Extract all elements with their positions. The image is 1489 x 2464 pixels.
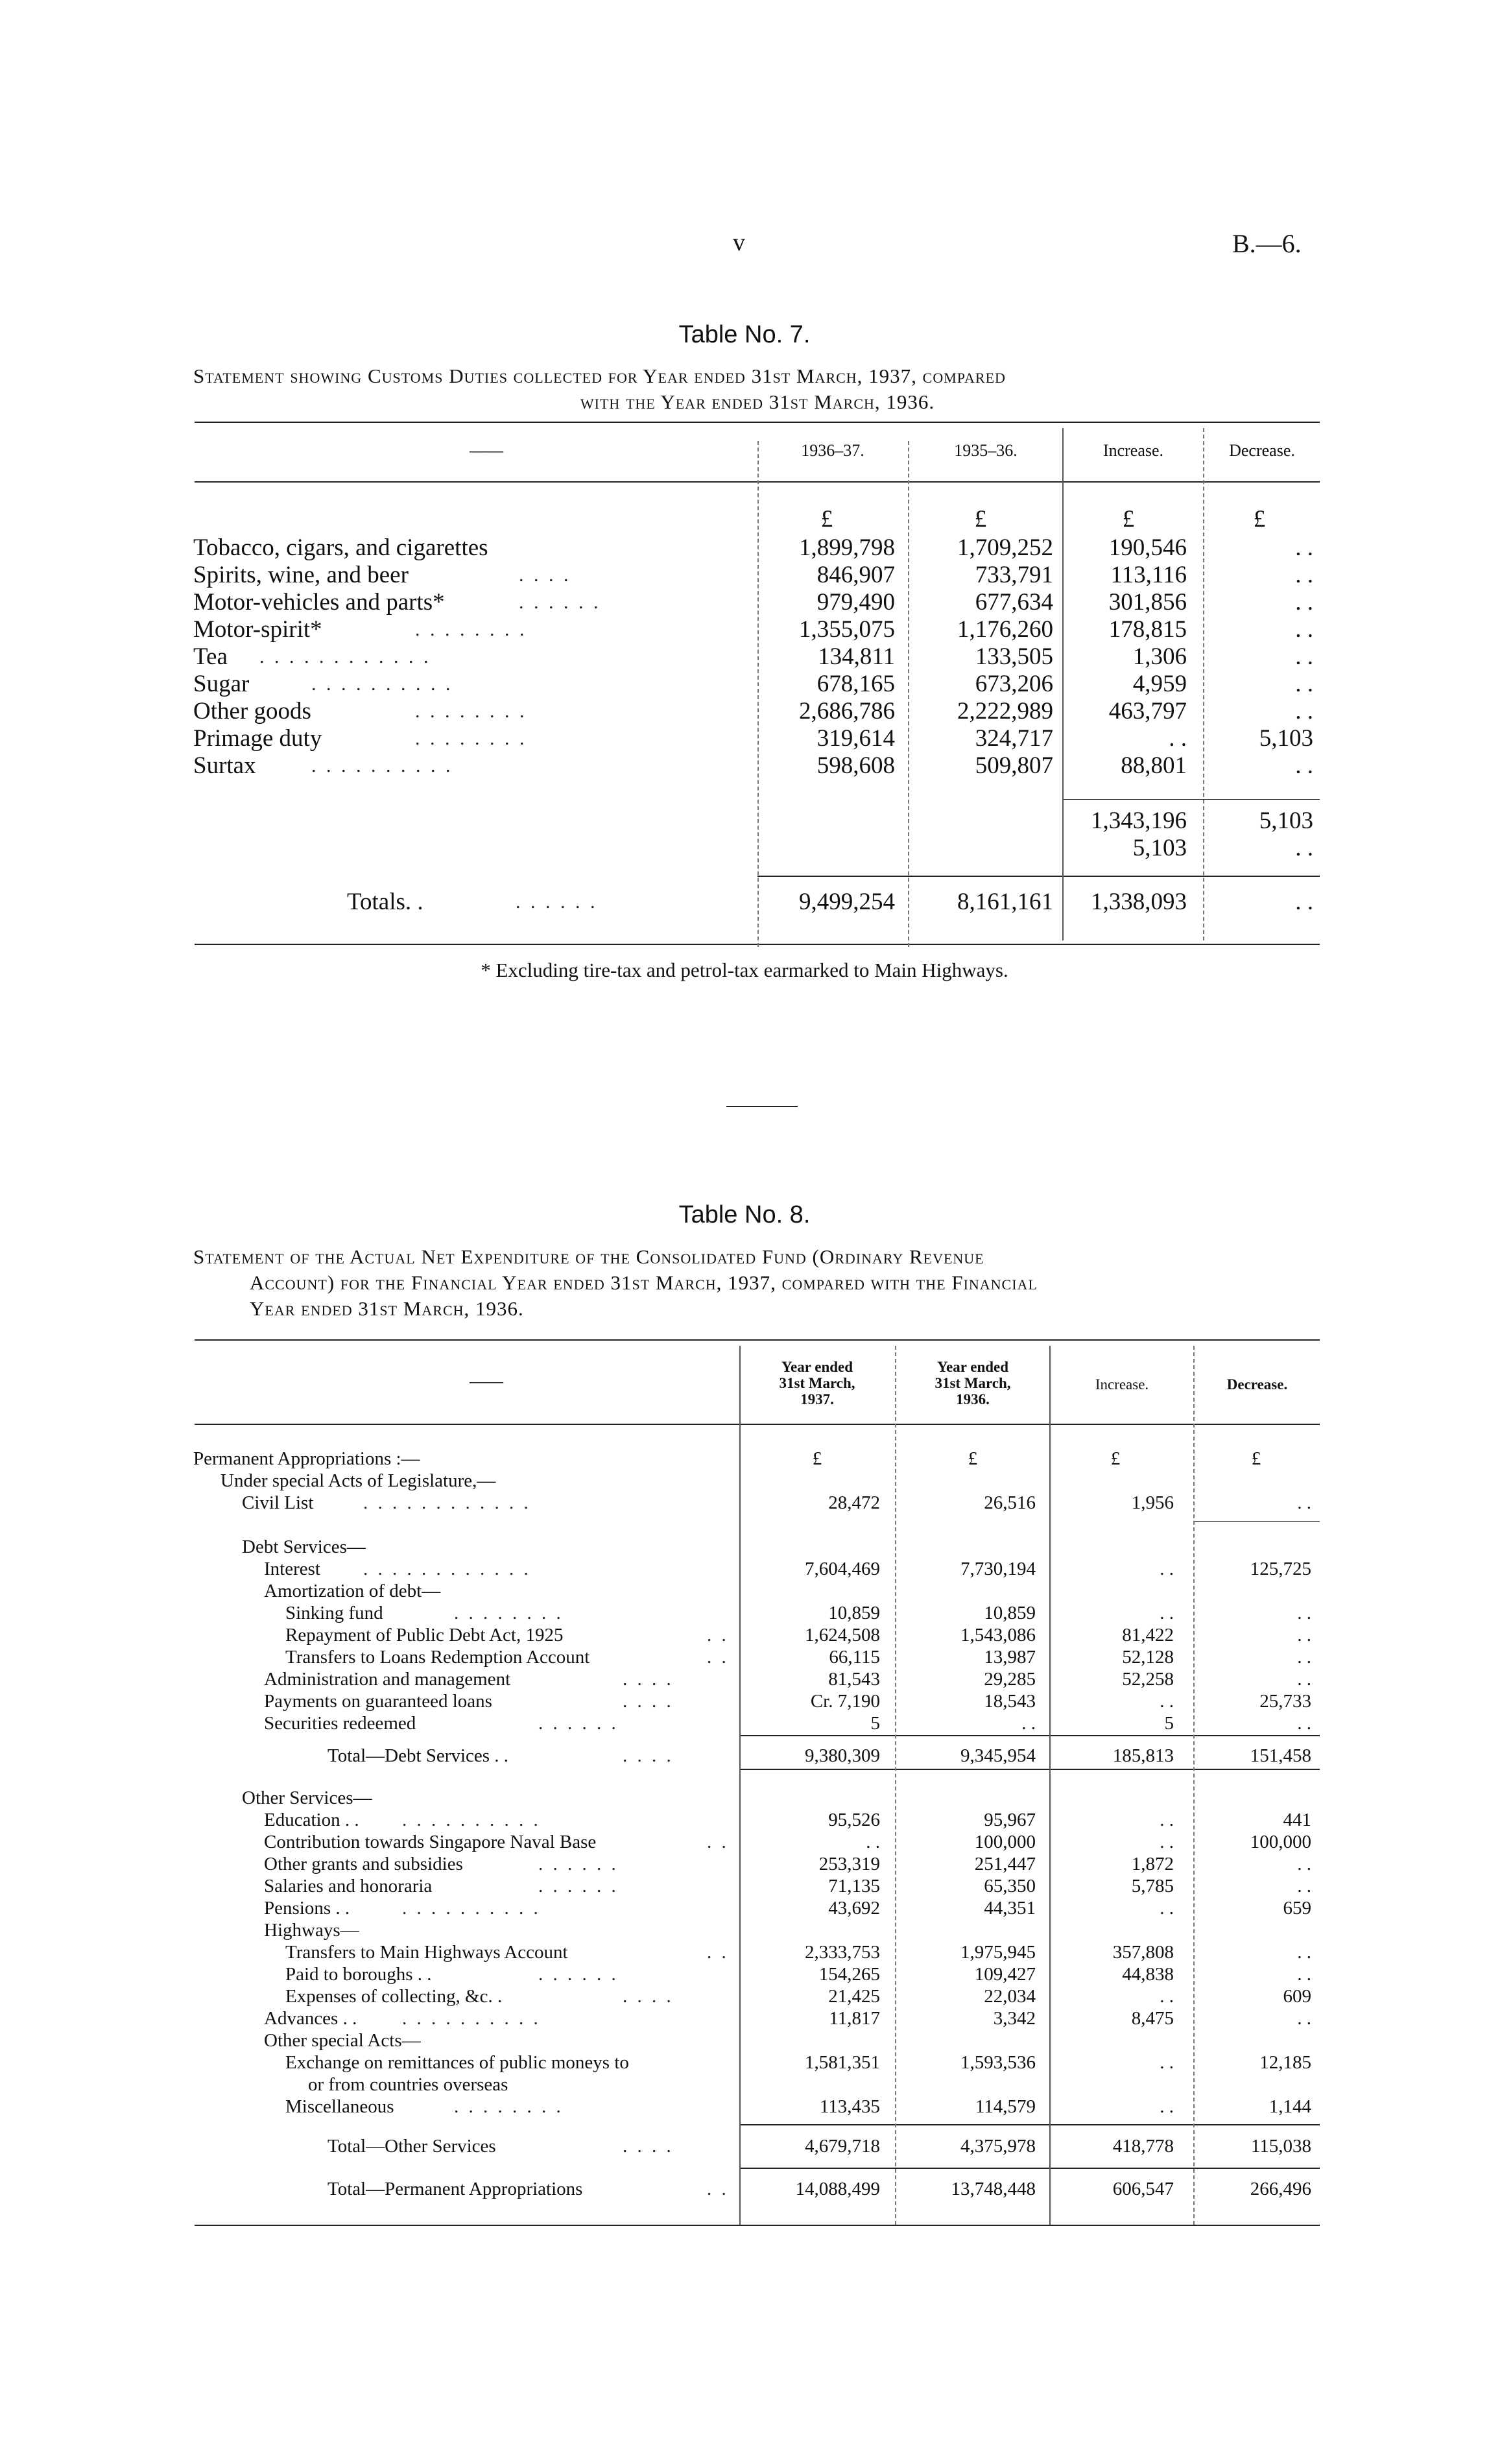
cell-1936: 109,427 [974, 1964, 1036, 1985]
table8-col-divider-4 [1193, 1346, 1195, 2225]
table7-top-rule [195, 422, 1320, 423]
table7-label-header: —— [470, 441, 503, 460]
cell-1935-36: 1,709,252 [957, 534, 1053, 561]
table8-civil-rule [1193, 1521, 1320, 1522]
table7-footnote: * Excluding tire-tax and petrol-tax earmarked to Main Highways. [481, 959, 1008, 981]
cell-1936-37: 846,907 [816, 562, 895, 588]
leader-dots: . . . . . . . . [454, 1603, 564, 1623]
table7-col-1935-36: 1935–36. [954, 441, 1018, 460]
cell-decrease: 125,725 [1250, 1559, 1311, 1579]
cell-1937: Cr. 7,190 [810, 1691, 880, 1712]
table7-currency-4: £ [1253, 506, 1266, 532]
table8-col-divider-3 [1049, 1346, 1051, 2225]
table7-subtotal-increase: 1,343,196 [1091, 807, 1187, 834]
row-label: Total—Other Services [328, 2136, 496, 2157]
cell-increase: . . [1160, 1603, 1174, 1623]
cell-decrease: 266,496 [1250, 2179, 1311, 2199]
leader-dots: . . . . . . . . [415, 619, 527, 640]
cell-1936-37: 1,899,798 [799, 534, 895, 561]
cell-increase: 52,128 [1122, 1647, 1174, 1668]
cell-increase: 1,956 [1131, 1492, 1174, 1513]
cell-decrease: . . [1297, 1625, 1311, 1645]
row-label: Under special Acts of Legislature,— [220, 1470, 496, 1491]
cell-1937: 5 [870, 1713, 880, 1734]
cell-increase: 1,306 [1132, 643, 1187, 670]
cell-increase: . . [1160, 2096, 1174, 2117]
cell-1937: 71,135 [828, 1876, 880, 1896]
table7-subtotal-rule [1064, 799, 1320, 800]
col-1937-line3: 1937. [800, 1391, 834, 1407]
col-1937-line2: 31st March, [779, 1375, 855, 1391]
cell-1937: 81,543 [828, 1669, 880, 1690]
row-label: Tobacco, cigars, and cigarettes [193, 534, 488, 561]
leader-dots: . . . . . . . . . . [311, 673, 453, 695]
cell-1937: 154,265 [818, 1964, 880, 1985]
row-label: Transfers to Loans Redemption Account [285, 1647, 590, 1668]
table7-subtotal-decrease: 5,103 [1259, 807, 1313, 834]
row-label: Primage duty [193, 725, 322, 752]
cell-1936: 3,342 [993, 2008, 1036, 2029]
leader-dots: . . . . . . . . [415, 700, 527, 722]
table8-currency-4: £ [1251, 1448, 1261, 1469]
row-label: Permanent Appropriations :— [193, 1448, 420, 1469]
leader-dots: . . . . . . . . . . [311, 755, 453, 776]
cell-increase: 1,872 [1131, 1854, 1174, 1874]
table8-col-1936 [896, 1359, 1049, 1407]
cell-1937: 4,679,718 [805, 2136, 880, 2157]
table8-other-total-rule [739, 2124, 1320, 2125]
cell-1936-37: 1,355,075 [799, 616, 895, 643]
cell-increase: . . [1169, 725, 1187, 752]
cell-increase: . . [1160, 1559, 1174, 1579]
cell-decrease: 12,185 [1259, 2052, 1311, 2073]
cell-1936: 95,967 [984, 1810, 1036, 1830]
cell-1936-37: 2,686,786 [799, 698, 895, 724]
cell-1936: 1,593,536 [960, 2052, 1036, 2073]
table8-bottom-rule [195, 2225, 1320, 2226]
row-label: Transfers to Main Highways Account [285, 1942, 568, 1963]
cell-decrease: . . [1297, 2008, 1311, 2029]
cell-1936: 13,748,448 [951, 2179, 1036, 2199]
leader-dots: . . . . . . [538, 1876, 619, 1896]
table8-currency-2: £ [968, 1448, 978, 1469]
cell-1935-36: 509,807 [975, 752, 1053, 779]
row-label: Expenses of collecting, &c. . [285, 1986, 503, 2007]
cell-decrease: . . [1295, 643, 1313, 670]
row-label: Advances . . [264, 2008, 357, 2029]
cell-increase: 4,959 [1132, 671, 1187, 697]
cell-decrease: . . [1297, 1942, 1311, 1963]
leader-dots: . . . . . . [538, 1964, 619, 1985]
col-1936-line2: 31st March, [935, 1375, 1011, 1391]
cell-1937: 66,115 [829, 1647, 880, 1668]
leader-dots: . . . . [623, 1986, 674, 2007]
cell-1936: 29,285 [984, 1669, 1036, 1690]
leader-dots: . . [707, 1832, 729, 1852]
row-label: Education . . [264, 1810, 359, 1830]
cell-increase: . . [1160, 1832, 1174, 1852]
table7-total-decrease: . . [1295, 889, 1313, 915]
cell-1936: 251,447 [974, 1854, 1036, 1874]
leader-dots: . . . . . . [538, 1854, 619, 1874]
row-label: Contribution towards Singapore Naval Base [264, 1832, 597, 1852]
table8-title-line1: Statement of the Actual Net Expenditure of the Consolidated Fund (Ordinary Revenue [193, 1245, 984, 1268]
table8-top-rule [195, 1339, 1320, 1341]
row-label: Other goods [193, 698, 311, 724]
cell-1937: 2,333,753 [805, 1942, 880, 1963]
cell-decrease: 659 [1283, 1898, 1311, 1919]
cell-1936-37: 134,811 [818, 643, 895, 670]
cell-1936: 1,975,945 [960, 1942, 1036, 1963]
table7-col-increase: Increase. [1102, 441, 1164, 460]
row-label: Administration and management [264, 1669, 511, 1690]
cell-1937: 9,380,309 [805, 1745, 880, 1766]
cell-decrease: . . [1295, 534, 1313, 561]
leader-dots: . . . . . . . . [454, 2096, 564, 2117]
cell-1936: 18,543 [984, 1691, 1036, 1712]
cell-1936: 26,516 [984, 1492, 1036, 1513]
cell-increase: . . [1160, 1810, 1174, 1830]
cell-decrease: . . [1297, 1669, 1311, 1690]
cell-1937: 11,817 [829, 2008, 880, 2029]
cell-increase: 606,547 [1112, 2179, 1174, 2199]
cell-decrease: . . [1297, 1492, 1311, 1513]
leader-dots: . . . . [623, 1669, 674, 1690]
row-label: Tea [193, 643, 228, 670]
row-label: Motor-vehicles and parts* [193, 589, 445, 616]
table7-col-decrease: Decrease. [1229, 441, 1295, 460]
cell-increase: 81,422 [1122, 1625, 1174, 1645]
cell-1937: 253,319 [818, 1854, 880, 1874]
leader-dots: . . . . . . . . . . . . [259, 646, 431, 667]
leader-dots: . . . . . . . . . . [402, 2008, 541, 2029]
cell-increase: 5 [1164, 1713, 1174, 1734]
cell-increase: 463,797 [1108, 698, 1187, 724]
page-section-numeral: v [733, 229, 745, 256]
cell-increase: 52,258 [1122, 1669, 1174, 1690]
row-label: Other Services— [242, 1788, 372, 1808]
leader-dots: . . . . [623, 1745, 674, 1766]
row-label: Salaries and honoraria [264, 1876, 433, 1896]
cell-decrease: 1,144 [1269, 2096, 1311, 2117]
row-label: Total—Permanent Appropriations [328, 2179, 583, 2199]
cell-decrease: 151,458 [1250, 1745, 1311, 1766]
table8-title-line2: Account) for the Financial Year ended 31st March, 1937, compared with the Financial [250, 1271, 1038, 1294]
cell-1936-37: 979,490 [816, 589, 895, 616]
table8-col-1937 [741, 1359, 894, 1407]
cell-1937: 28,472 [828, 1492, 880, 1513]
cell-increase: 185,813 [1112, 1745, 1174, 1766]
cell-increase: . . [1160, 1691, 1174, 1712]
leader-dots: . . [707, 1625, 729, 1645]
cell-increase: 44,838 [1122, 1964, 1174, 1985]
cell-decrease: . . [1297, 1964, 1311, 1985]
cell-1935-36: 1,176,260 [957, 616, 1053, 643]
cell-increase: 5,785 [1131, 1876, 1174, 1896]
row-label: Exchange on remittances of public moneys to [285, 2052, 629, 2073]
table7-currency-2: £ [974, 506, 987, 532]
table8-header-rule [195, 1424, 1320, 1425]
row-label: Total—Debt Services . . [328, 1745, 509, 1766]
table7-title-line2: with the Year ended 31st March, 1936. [580, 390, 935, 413]
cell-decrease: . . [1295, 671, 1313, 697]
cell-1936: 9,345,954 [960, 1745, 1036, 1766]
leader-dots: . . . . . . . . . . [402, 1898, 541, 1919]
cell-decrease: 5,103 [1259, 725, 1313, 752]
table8-col-increase: Increase. [1095, 1376, 1149, 1393]
cell-1936: 65,350 [984, 1876, 1036, 1896]
page-reference: B.—6. [1232, 229, 1302, 258]
row-label: Other grants and subsidies [264, 1854, 463, 1874]
cell-decrease: . . [1295, 589, 1313, 616]
cell-1936: . . [1021, 1713, 1036, 1734]
cell-1937: 43,692 [828, 1898, 880, 1919]
row-label: Debt Services— [242, 1537, 366, 1557]
table8-debt-total-rule [739, 1735, 1320, 1736]
cell-1936: 100,000 [974, 1832, 1036, 1852]
cell-1936-37: 598,608 [816, 752, 895, 779]
row-label: Spirits, wine, and beer [193, 562, 409, 588]
leader-dots: . . . . . . [538, 1713, 619, 1734]
row-label: Sinking fund [285, 1603, 383, 1623]
cell-1935-36: 2,222,989 [957, 698, 1053, 724]
cell-1937: 10,859 [828, 1603, 880, 1623]
table7-col-1936-37: 1936–37. [801, 441, 864, 460]
cell-increase: 178,815 [1108, 616, 1187, 643]
row-label: Interest [264, 1559, 320, 1579]
cell-increase: 418,778 [1112, 2136, 1174, 2157]
table8-currency-3: £ [1110, 1448, 1121, 1469]
cell-increase: . . [1160, 1898, 1174, 1919]
cell-increase: 190,546 [1108, 534, 1187, 561]
cell-1936-37: 678,165 [816, 671, 895, 697]
col-1937-line1: Year ended [781, 1359, 853, 1375]
row-label: Other special Acts— [264, 2030, 421, 2051]
row-label: Amortization of debt— [264, 1581, 441, 1601]
col-1936-line3: 1936. [956, 1391, 990, 1407]
table8-col-divider-1 [739, 1346, 741, 2225]
cell-1936: 13,987 [984, 1647, 1036, 1668]
table7-total-increase: 1,338,093 [1091, 889, 1187, 915]
cell-1935-36: 324,717 [975, 725, 1053, 752]
cell-1937: . . [866, 1832, 880, 1852]
table8-title-line3: Year ended 31st March, 1936. [250, 1297, 524, 1320]
leader-dots: . . . . . . [516, 891, 598, 913]
leader-dots: . . . . [519, 564, 571, 586]
cell-1936: 44,351 [984, 1898, 1036, 1919]
leader-dots: . . . . . . . . . . . . [363, 1492, 531, 1513]
table8-caption: Table No. 8. [678, 1201, 811, 1228]
cell-decrease: . . [1297, 1603, 1311, 1623]
cell-decrease: 609 [1283, 1986, 1311, 2007]
cell-increase: 301,856 [1108, 589, 1187, 616]
cell-1935-36: 133,505 [975, 643, 1053, 670]
cell-1936: 10,859 [984, 1603, 1036, 1623]
cell-1936: 114,579 [975, 2096, 1036, 2117]
leader-dots: . . . . [623, 1691, 674, 1712]
cell-decrease: 100,000 [1250, 1832, 1311, 1852]
cell-1937: 7,604,469 [805, 1559, 880, 1579]
cell-1935-36: 673,206 [975, 671, 1053, 697]
row-label: Payments on guaranteed loans [264, 1691, 492, 1712]
leader-dots: . . . . [623, 2136, 674, 2157]
cell-decrease: 115,038 [1250, 2136, 1311, 2157]
table8-debt-total-rule-bottom [739, 1769, 1320, 1770]
table8-other-total-rule-bottom [739, 2168, 1320, 2169]
table7-caption: Table No. 7. [678, 321, 811, 348]
cell-1936: 22,034 [984, 1986, 1036, 2007]
table8-currency-1: £ [812, 1448, 822, 1469]
cell-decrease: 441 [1283, 1810, 1311, 1830]
table7-offset-increase: 5,103 [1132, 835, 1187, 861]
leader-dots: . . . . . . . . [415, 728, 527, 749]
table8-col-divider-2 [895, 1346, 896, 2225]
section-divider [726, 1106, 798, 1107]
table7-total-1935-36: 8,161,161 [957, 889, 1053, 915]
cell-decrease: . . [1297, 1713, 1311, 1734]
table7-title-line1: Statement showing Customs Duties collected for Year ended 31st March, 1937, compared [193, 365, 1006, 387]
col-1936-line1: Year ended [936, 1359, 1009, 1375]
leader-dots: . . [707, 1647, 729, 1668]
cell-increase: 88,801 [1121, 752, 1187, 779]
cell-1936-37: 319,614 [816, 725, 895, 752]
row-label: Highways— [264, 1920, 359, 1941]
leader-dots: . . [707, 2179, 729, 2199]
table7-currency-3: £ [1122, 506, 1135, 532]
cell-increase: . . [1160, 1986, 1174, 2007]
row-label: or from countries overseas [308, 2074, 508, 2095]
cell-1936: 7,730,194 [960, 1559, 1036, 1579]
cell-increase: 113,116 [1110, 562, 1187, 588]
table7-offset-decrease: . . [1295, 835, 1313, 861]
cell-1937: 1,581,351 [805, 2052, 880, 2073]
cell-1937: 95,526 [828, 1810, 880, 1830]
table7-currency-1: £ [820, 506, 833, 532]
table8-col-decrease: Decrease. [1226, 1376, 1288, 1393]
cell-1937: 113,435 [819, 2096, 880, 2117]
cell-1937: 21,425 [828, 1986, 880, 2007]
cell-decrease: . . [1297, 1647, 1311, 1668]
cell-1936: 1,543,086 [960, 1625, 1036, 1645]
cell-decrease: . . [1297, 1854, 1311, 1874]
row-label: Sugar [193, 671, 250, 697]
row-label: Surtax [193, 752, 256, 779]
row-label: Pensions . . [264, 1898, 350, 1919]
cell-1937: 1,624,508 [805, 1625, 880, 1645]
cell-decrease: . . [1295, 698, 1313, 724]
leader-dots: . . [707, 1942, 729, 1963]
cell-increase: 8,475 [1131, 2008, 1174, 2029]
leader-dots: . . . . . . . . . . . . [363, 1559, 531, 1579]
row-label: Motor-spirit* [193, 616, 322, 643]
table8-label-header: —— [470, 1372, 503, 1391]
cell-decrease: . . [1295, 616, 1313, 643]
cell-increase: . . [1160, 2052, 1174, 2073]
cell-decrease: . . [1297, 1876, 1311, 1896]
leader-dots: . . . . . . [519, 592, 601, 613]
table7-totals-rule [757, 876, 1320, 877]
cell-1937: 14,088,499 [795, 2179, 880, 2199]
cell-increase: 357,808 [1112, 1942, 1174, 1963]
table7-total-1936-37: 9,499,254 [799, 889, 895, 915]
row-label: Miscellaneous [285, 2096, 394, 2117]
cell-decrease: . . [1295, 752, 1313, 779]
row-label: Repayment of Public Debt Act, 1925 [285, 1625, 564, 1645]
leader-dots: . . . . . . . . . . [402, 1810, 541, 1830]
cell-1936: 4,375,978 [960, 2136, 1036, 2157]
cell-decrease: 25,733 [1259, 1691, 1311, 1712]
row-label: Paid to boroughs . . [285, 1964, 432, 1985]
cell-decrease: . . [1295, 562, 1313, 588]
row-label: Securities redeemed [264, 1713, 416, 1734]
table7-totals-label: Totals. . [347, 889, 423, 915]
cell-1935-36: 733,791 [975, 562, 1053, 588]
row-label: Civil List [242, 1492, 314, 1513]
cell-1935-36: 677,634 [975, 589, 1053, 616]
